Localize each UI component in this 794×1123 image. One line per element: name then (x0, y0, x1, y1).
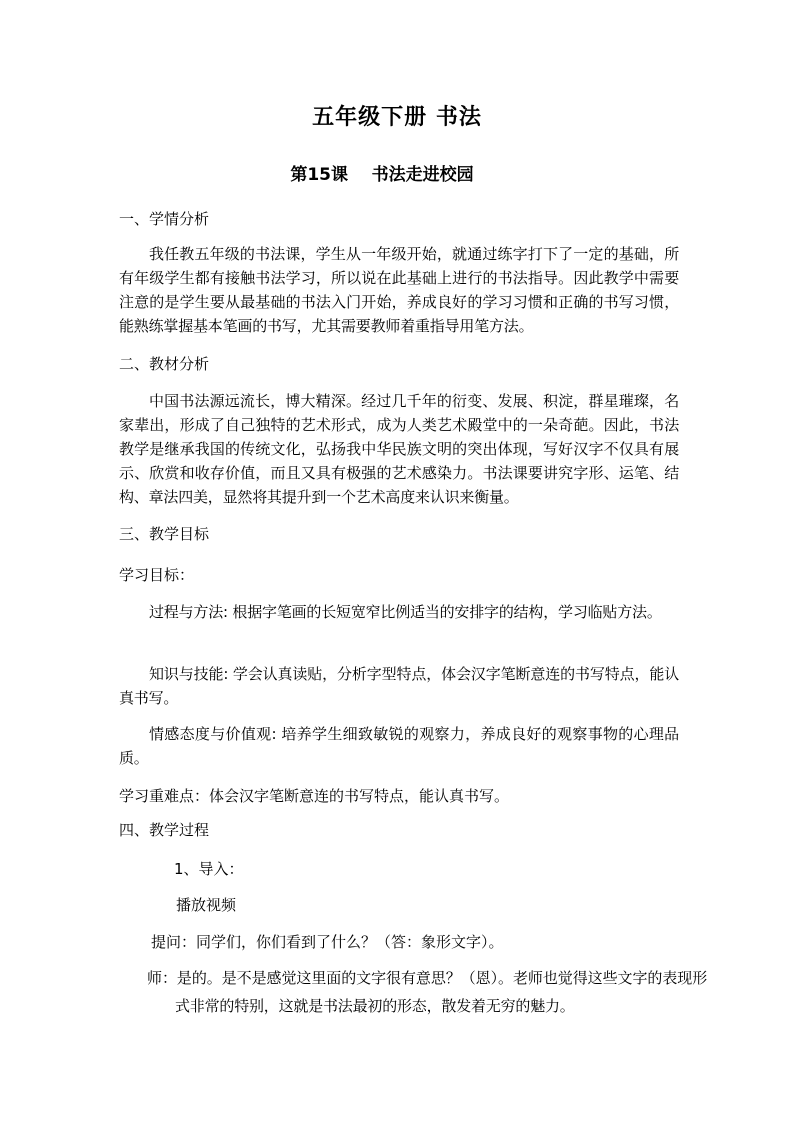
step-introduction: 1、导入： (174, 860, 244, 878)
teacher-question: 提问：同学们，你们看到了什么？（答：象形文字）。 (151, 933, 504, 951)
goal-knowledge-skill: 知识与技能: 学会认真读贴，分析字型特点，体会汉字笔断意连的书写特点，能认真书写。 (119, 665, 679, 707)
learning-goals-label: 学习目标： (119, 566, 195, 584)
document-title: 五年级下册 书法 (312, 105, 482, 130)
section-heading-material-analysis: 二、教材分析 (119, 355, 210, 373)
section-heading-teaching-goals: 三、教学目标 (119, 525, 210, 543)
goal-emotion-values: 情感态度与价值观: 培养学生细致敏锐的观察力，养成良好的观察事物的心理品质。 (119, 725, 679, 767)
paragraph-learner-analysis: 我任教五年级的书法课，学生从一年级开始，就通过练字打下了一定的基础，所有年级学生都有接触书法学习，所以说在此基础上进行的书法指导。因此教学中需要注意的是学生要从最基础的书法入门开始，养成良好的学习习惯和正确的书写习惯，能熟练掌握基本笔画的书写，尤其需要教师着重指导用笔方法。 (119, 245, 679, 335)
lesson-title: 第15课 书法走进校园 (290, 165, 474, 185)
play-video-text: 播放视频 (176, 896, 237, 914)
paragraph-material-analysis: 中国书法源远流长，博大精深。经过几千年的衍变、发展、积淀，群星璀璨，名家辈出，形成了自己独特的艺术形式，成为人类艺术殿堂中的一朵奇葩。因此，书法教学是继承我国的传统文化，弘扬我中华民族文明的突出体现，写好汉字不仅具有展示、欣赏和收存价值，而且又具有极强的艺术感染力。书法课要讲究字形、运笔、结构、章法四美，显然将其提升到一个艺术高度来认识来衡量。 (119, 392, 679, 506)
goal-process-method: 过程与方法: 根据字笔画的长短宽窄比例适当的安排字的结构，学习临贴方法。 (149, 603, 662, 621)
key-difficulty: 学习重难点：体会汉字笔断意连的书写特点，能认真书写。 (119, 787, 510, 805)
section-heading-teaching-process: 四、教学过程 (119, 821, 210, 839)
section-heading-learner-analysis: 一、学情分析 (119, 210, 210, 228)
teacher-remark: 师：是的。是不是感觉这里面的文字很有意思？（恩）。老师也觉得这些文字的表现形式非常的特别，这就是书法最初的形态，散发着无穷的魅力。 (147, 969, 707, 1015)
